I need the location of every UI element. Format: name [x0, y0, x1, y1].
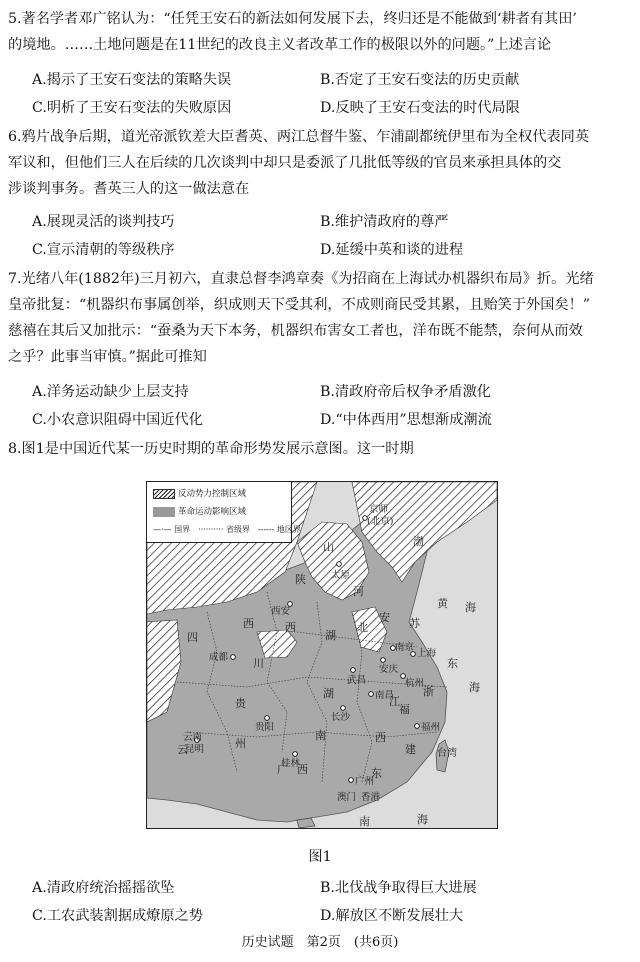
q8-option-a[interactable]: A.清政府统治摇摇欲坠: [32, 880, 175, 896]
stem-line: 慈禧在其后又加批示：“蚕桑为天下本务，机器织布害女工者也，洋布既不能禁，奈何从而效: [8, 323, 583, 339]
city-label-yunnan: 云南: [183, 732, 203, 743]
revolution-situation-map: [146, 481, 498, 829]
city-label-beijing: 京师: [369, 504, 389, 515]
stem-line: 5.著名学者邓广铭认为：“任凭王安石的新法如何发展下去，终归还是不能做到‘耕者有其田’: [8, 11, 577, 27]
city-marker: [337, 562, 342, 567]
region-jiangxi-1: 江: [389, 695, 400, 708]
stem-line: 的境地。……土地问题是在11世纪的改良主义者改革工作的极限以外的问题。”上述言论: [8, 37, 552, 53]
q8-option-b[interactable]: B.北伐战争取得巨大进展: [320, 880, 477, 896]
stem-line: 8.图1是中国近代某一历史时期的革命形势发展示意图。这一时期: [8, 441, 414, 457]
region-fujian-2: 建: [405, 743, 416, 756]
city-label-hongkong: 香港: [361, 792, 381, 803]
q5-option-d[interactable]: D.反映了王安石变法的时代局限: [320, 100, 520, 116]
figure-caption: 图1: [308, 849, 332, 865]
region-guangdong: 东: [371, 767, 382, 780]
q7-option-d[interactable]: D.“中体西用”思想渐成潮流: [320, 412, 492, 428]
region-sichuan-2: 川: [253, 657, 264, 670]
q5-option-c[interactable]: C.明析了王安石变法的失败原因: [32, 100, 232, 116]
q8-option-c[interactable]: C.工农武装割据成燎原之势: [32, 908, 203, 924]
city-label-guilin: 桂林: [281, 758, 301, 769]
gray-swatch: [153, 507, 175, 517]
q6-option-a[interactable]: A.展现灵活的谈判技巧: [32, 214, 175, 230]
city-label-nanchang: 南昌: [375, 690, 395, 701]
q5-option-a[interactable]: A.揭示了王安石变法的策略失误: [32, 72, 232, 88]
region-henan: 河: [353, 585, 364, 598]
q7-option-a[interactable]: A.洋务运动缺少上层支持: [32, 384, 189, 400]
region-hubei-1: 湖: [325, 629, 336, 642]
legend-lines-row: —·— 国界 ·········· 省级界 ------ 地区界: [153, 525, 301, 534]
sea-bo: 渤: [413, 535, 424, 548]
question-6-stem: [8, 124, 632, 202]
city-label-hangzhou: 杭州: [405, 678, 425, 689]
region-hunan-2: 南: [315, 729, 326, 742]
city-label-shanghai: 上海: [417, 648, 437, 659]
sea-dong: 东: [447, 657, 458, 670]
city-label-kunming: 昆明: [185, 744, 205, 755]
region-shan: 山: [323, 541, 334, 554]
region-anhui: 安: [379, 611, 390, 624]
region-guangxi-2: 西: [297, 763, 308, 776]
city-marker: [349, 778, 354, 783]
region-hunan-1: 湖: [323, 687, 334, 700]
legend-gray-row: [153, 505, 246, 517]
legend-hatch-row: [153, 487, 246, 499]
q7-option-b[interactable]: B.清政府帝后权争矛盾激化: [320, 384, 491, 400]
region-guizhou-2: 州: [235, 737, 246, 750]
page-footer: 历史试题 第2页 (共6页): [241, 935, 399, 950]
stem-line: 军议和，但他们三人在后续的几次谈判中却只是委派了几批低等级的官员来承担具体的交: [8, 155, 562, 171]
city-marker: [381, 658, 386, 663]
city-label-beijing-alt: (北京): [367, 516, 394, 527]
stem-line: 6.鸦片战争后期，道光帝派钦差大臣耆英、两江总督牛鉴、乍浦副都统伊里布为全权代表同英: [8, 129, 590, 145]
city-label-taiyuan: 太原: [331, 570, 351, 581]
region-fujian-1: 福: [399, 703, 410, 716]
question-5-stem: [8, 6, 632, 58]
region-yunnan: 云: [177, 743, 188, 756]
sea-nan: 南: [359, 815, 370, 828]
city-marker: [369, 692, 374, 697]
legend-gray-label: 革命运动影响区域: [178, 507, 247, 517]
stem-line: 7.光绪八年(1882年)三月初六，直隶总督李鸿章奏《为招商在上海试办机器织布局》折。光绪: [8, 271, 594, 287]
stem-line: 涉谈判事务。耆英三人的这一做法意在: [8, 181, 250, 197]
q6-option-c[interactable]: C.宣示清朝的等级秩序: [32, 242, 175, 258]
city-marker: [341, 706, 346, 711]
city-label-guiyang: 贵阳: [255, 722, 275, 733]
region-jiangsu: 苏: [409, 617, 420, 630]
question-8-stem: [8, 436, 632, 462]
city-label-nanjing: 南京: [395, 642, 415, 653]
city-label-macau: 澳门: [337, 792, 357, 803]
q7-option-c[interactable]: C.小农意识阻碍中国近代化: [32, 412, 203, 428]
city-label-xian: 西安: [271, 606, 291, 617]
sea-huang: 黄: [437, 597, 448, 610]
city-label-chengdu: 成都: [209, 652, 229, 663]
region-taiwan: 台湾: [437, 748, 457, 759]
city-label-wuchang: 武昌: [347, 675, 367, 686]
city-marker: [265, 716, 270, 721]
city-label-anqing: 安庆: [379, 664, 399, 675]
q6-option-d[interactable]: D.延缓中英和谈的进程: [320, 242, 464, 258]
q5-option-b[interactable]: B.否定了王安石变法的历史贡献: [320, 72, 520, 88]
city-label-guangzhou: 广州: [355, 776, 375, 787]
sea-hai-yellow: 海: [465, 601, 476, 614]
map-legend: [147, 482, 301, 543]
city-marker: [415, 724, 420, 729]
region-zhejiang: 浙: [423, 685, 434, 698]
q6-option-b[interactable]: B.维护清政府的尊严: [320, 214, 449, 230]
question-7-stem: [8, 266, 632, 370]
sea-hai-east: 海: [469, 681, 480, 694]
city-label-fuzhou: 福州: [421, 722, 441, 733]
sea-hai-south: 海: [417, 813, 428, 826]
q8-option-d[interactable]: D.解放区不断发展壮大: [320, 908, 464, 924]
stem-line: 皇帝批复：“机器织布事属创举，织成则天下受其利，不成则商民受其累，且贻笑于外国矣！”: [8, 297, 591, 313]
legend-hatch-label: 反动势力控制区域: [178, 489, 247, 499]
region-hubei-2: 北: [357, 621, 368, 634]
hatch-swatch: [153, 489, 175, 499]
city-label-changsha: 长沙: [331, 712, 351, 723]
region-shaanxi-1: 陕: [295, 573, 306, 586]
city-marker: [351, 668, 356, 673]
city-marker: [231, 655, 236, 660]
stem-line: 之乎？此事当审慎。”据此可推知: [8, 349, 207, 365]
city-marker: [293, 752, 298, 757]
region-xi: 西: [243, 617, 254, 630]
region-guizhou-1: 贵: [235, 697, 246, 710]
region-sichuan-1: 四: [187, 631, 198, 644]
region-guangxi-1: 广: [277, 763, 288, 776]
region-jiangxi-2: 西: [375, 731, 386, 744]
region-shaanxi-2: 西: [285, 621, 296, 634]
